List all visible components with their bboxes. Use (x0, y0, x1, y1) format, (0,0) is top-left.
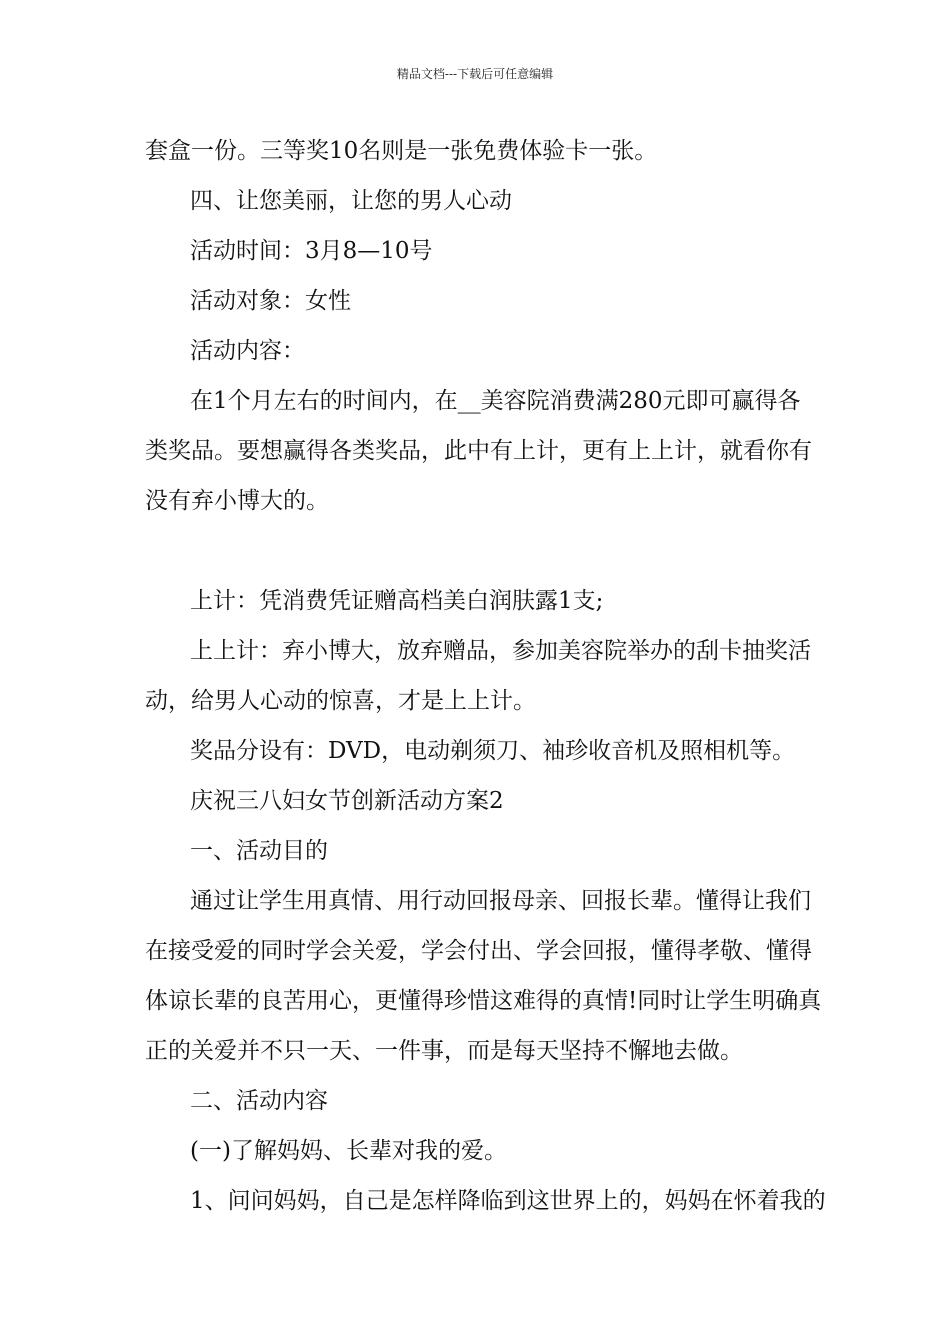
text-line: 上上计：弃小博大，放弃赠品，参加美容院举办的刮卡抽奖活 (190, 638, 811, 664)
text-line: 活动时间：3月8—10号 (190, 238, 433, 264)
text-line: 上计：凭消费凭证赠高档美白润肤露1支; (190, 588, 604, 614)
text-line: 动，给男人心动的惊喜，才是上上计。 (145, 688, 536, 714)
document-title: 庆祝三八妇女节创新活动方案2 (190, 788, 504, 814)
text-line: 套盒一份。三等奖10名则是一张免费体验卡一张。 (145, 138, 658, 164)
text-line: 通过让学生用真情、用行动回报母亲、回报长辈。懂得让我们 (190, 888, 811, 914)
section-heading: 四、让您美丽，让您的男人心动 (190, 188, 512, 214)
subsection-heading: (一)了解妈妈、长辈对我的爱。 (190, 1138, 507, 1164)
text-line: 活动对象：女性 (190, 288, 351, 314)
text-line: 没有弃小博大的。 (145, 488, 329, 514)
page-header: 精品文档---下载后可任意编辑 (396, 67, 554, 81)
text-line: 在1个月左右的时间内，在__美容院消费满280元即可赢得各 (190, 388, 801, 414)
section-heading: 二、活动内容 (190, 1088, 328, 1114)
text-line: 在接受爱的同时学会关爱，学会付出、学会回报，懂得孝敬、懂得 (145, 938, 812, 964)
text-line: 奖品分设有：DVD，电动剃须刀、袖珍收音机及照相机等。 (190, 738, 796, 764)
text-line: 正的关爱并不只一天、一件事，而是每天坚持不懈地去做。 (145, 1038, 743, 1064)
text-line: 类奖品。要想赢得各类奖品，此中有上计，更有上上计，就看你有 (145, 438, 812, 464)
text-line: 体谅长辈的良苦用心，更懂得珍惜这难得的真情!同时让学生明确真 (145, 988, 822, 1014)
section-heading: 一、活动目的 (190, 838, 328, 864)
text-line: 活动内容： (190, 338, 305, 364)
text-line: 1、问问妈妈，自己是怎样降临到这世界上的，妈妈在怀着我的 (190, 1188, 826, 1214)
